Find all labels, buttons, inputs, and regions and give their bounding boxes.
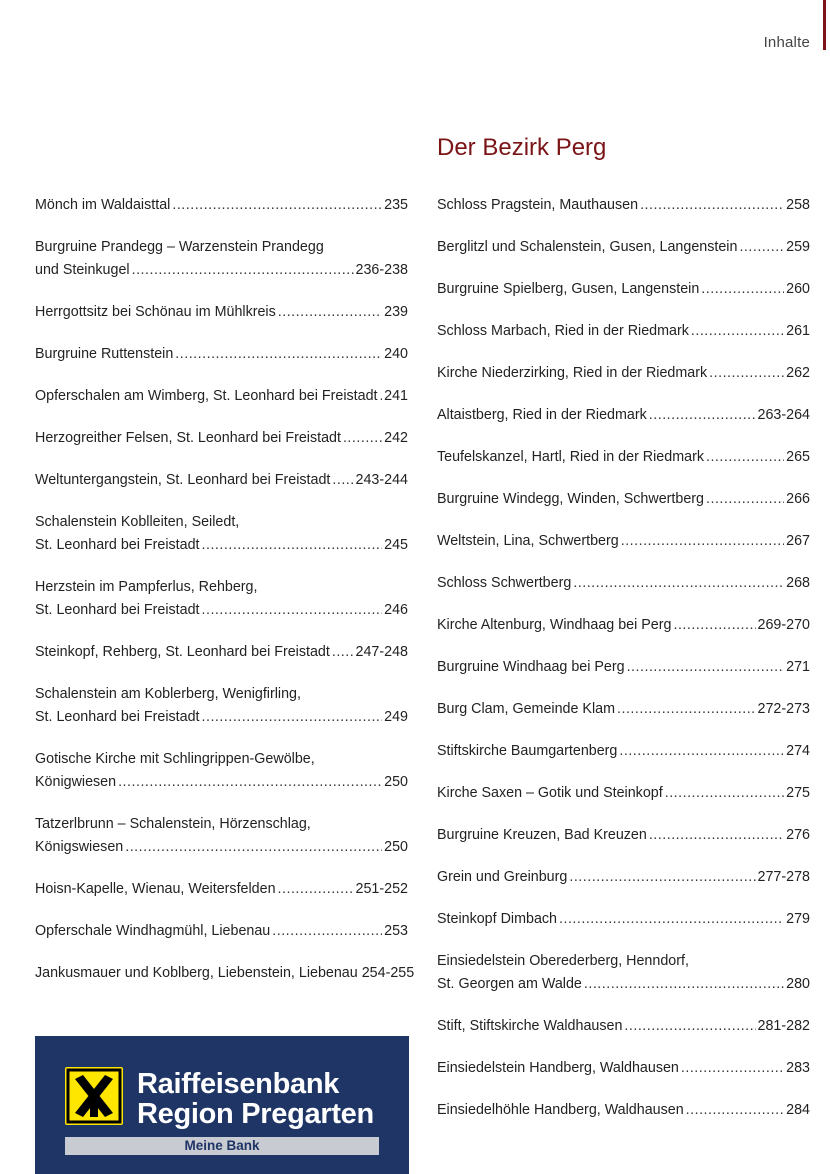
toc-right-column (437, 194, 810, 1141)
toc-entry (35, 576, 408, 622)
toc-page-number: 240 (384, 346, 408, 362)
toc-entry (437, 362, 810, 385)
toc-page-number: 235 (384, 197, 408, 213)
toc-entry-title: St. Leonhard bei Freistadt (35, 602, 200, 618)
toc-entry-title: Kirche Saxen – Gotik und Steinkopf (437, 785, 663, 801)
toc-entry (35, 385, 408, 408)
toc-leader-dots (686, 1099, 784, 1122)
toc-entry-title: Jankusmauer und Koblberg, Liebenstein, Liebenau (35, 965, 358, 981)
toc-entry-line (437, 236, 810, 259)
toc-page-number: 277-278 (757, 869, 810, 885)
toc-page-number: 263-264 (757, 407, 810, 423)
toc-page-number: 258 (786, 197, 810, 213)
toc-entry-title: Gotische Kirche mit Schlingrippen-Gewölbe, (35, 751, 315, 767)
toc-entry (437, 782, 810, 805)
toc-entry-line (35, 576, 408, 599)
toc-entry (35, 427, 408, 450)
toc-entry-title: Herzogreither Felsen, St. Leonhard bei Freistadt (35, 430, 341, 446)
toc-leader-dots (617, 698, 756, 721)
toc-entry (437, 446, 810, 469)
toc-entry-title: Schalenstein Koblleiten, Seiledt, (35, 514, 240, 530)
toc-leader-dots (278, 878, 354, 901)
toc-entry (35, 813, 408, 859)
toc-page-number: 279 (786, 911, 810, 927)
toc-leader-dots (202, 706, 383, 729)
toc-leader-dots (559, 908, 784, 931)
toc-entry-line (437, 194, 810, 217)
toc-page-number: 239 (384, 304, 408, 320)
toc-entry-title: Schloss Schwertberg (437, 575, 572, 591)
toc-entry-title: Berglitzl und Schalenstein, Gusen, Langenstein (437, 239, 738, 255)
toc-page-number: 241 (384, 388, 408, 404)
toc-entry-title: Kirche Niederzirking, Ried in der Riedmark (437, 365, 708, 381)
toc-entry-line (437, 1057, 810, 1080)
toc-entry (35, 641, 408, 664)
toc-entry-title: Grein und Greinburg (437, 869, 568, 885)
toc-entry-line (437, 908, 810, 931)
toc-leader-dots (649, 404, 756, 427)
toc-entry-title: Burgruine Spielberg, Gusen, Langenstein (437, 281, 700, 297)
toc-entry-line (437, 446, 810, 469)
toc-leader-dots (706, 446, 784, 469)
toc-leader-dots (709, 362, 784, 385)
toc-entry-title: Opferschale Windhagmühl, Liebenau (35, 923, 271, 939)
toc-page-number: 249 (384, 709, 408, 725)
toc-entry-title: Burgruine Windegg, Winden, Schwertberg (437, 491, 705, 507)
toc-leader-dots (380, 385, 383, 408)
toc-page-number: 262 (786, 365, 810, 381)
toc-entry-line (437, 362, 810, 385)
toc-entry-title: Schloss Marbach, Ried in der Riedmark (437, 323, 689, 339)
toc-leader-dots (673, 614, 755, 637)
toc-entry (437, 614, 810, 637)
header-accent-bar (823, 0, 826, 50)
toc-leader-dots (175, 343, 382, 366)
toc-entry (35, 920, 408, 943)
toc-entry-line (35, 771, 408, 794)
toc-entry-title: Stiftskirche Baumgartenberg (437, 743, 618, 759)
toc-entry (437, 1099, 810, 1122)
toc-page-number: 280 (786, 976, 810, 992)
toc-entry-line (35, 706, 408, 729)
toc-leader-dots (569, 866, 755, 889)
toc-entry-line (437, 740, 810, 763)
toc-entry-line (35, 301, 408, 324)
toc-leader-dots (343, 427, 382, 450)
toc-leader-dots (202, 534, 383, 557)
toc-entry-line (35, 343, 408, 366)
toc-leader-dots (332, 641, 354, 664)
bank-name-line1: Raiffeisenbank (137, 1068, 340, 1100)
toc-entry-title: Einsiedelstein Handberg, Waldhausen (437, 1060, 679, 1076)
bank-name (137, 1069, 374, 1129)
toc-page-number: 260 (786, 281, 810, 297)
toc-entry-line (35, 385, 408, 408)
toc-page-number: 283 (786, 1060, 810, 1076)
toc-leader-dots (278, 301, 382, 324)
toc-entry (35, 748, 408, 794)
district-title: Der Bezirk Perg (437, 134, 607, 162)
toc-entry-line (437, 866, 810, 889)
bank-name-line2: Region Pregarten (137, 1098, 374, 1130)
toc-leader-dots (132, 259, 354, 282)
toc-entry-title: Burgruine Prandegg – Warzenstein Prandegg (35, 239, 324, 255)
toc-entry-line (437, 488, 810, 511)
toc-entry-title: Opferschalen am Wimberg, St. Leonhard bei Freistadt (35, 388, 378, 404)
toc-entry-line (35, 836, 408, 859)
toc-entry-line (437, 278, 810, 301)
toc-page-number: 272-273 (757, 701, 810, 717)
toc-entry (35, 236, 408, 282)
toc-page-number: 245 (384, 537, 408, 553)
toc-entry-line (35, 236, 408, 259)
toc-entry-line (35, 748, 408, 771)
toc-entry-title: St. Leonhard bei Freistadt (35, 709, 200, 725)
toc-page-number: 261 (786, 323, 810, 339)
toc-entry-line (35, 813, 408, 836)
toc-entry (35, 194, 408, 217)
toc-leader-dots (118, 771, 382, 794)
toc-leader-dots (332, 469, 353, 492)
toc-entry-line (437, 950, 810, 973)
toc-leader-dots (584, 973, 784, 996)
toc-page-number: 267 (786, 533, 810, 549)
toc-leader-dots (172, 194, 382, 217)
toc-entry-title: Hoisn-Kapelle, Wienau, Weitersfelden (35, 881, 276, 897)
toc-leader-dots (681, 1057, 784, 1080)
toc-entry-line (437, 824, 810, 847)
toc-entry (437, 236, 810, 259)
toc-entry-line (35, 511, 408, 534)
toc-entry-title: St. Leonhard bei Freistadt (35, 537, 200, 553)
toc-leader-dots (739, 236, 784, 259)
toc-page-number: 246 (384, 602, 408, 618)
toc-entry (437, 488, 810, 511)
toc-entry-title: Burgruine Windhaag bei Perg (437, 659, 625, 675)
toc-entry-title: Königwiesen (35, 774, 117, 790)
toc-page-number: 242 (384, 430, 408, 446)
toc-entry-line (35, 878, 408, 901)
toc-entry-title: Einsiedelhöhle Handberg, Waldhausen (437, 1102, 684, 1118)
toc-entry-title: Burgruine Kreuzen, Bad Kreuzen (437, 827, 647, 843)
toc-leader-dots (640, 194, 784, 217)
toc-entry-line (437, 572, 810, 595)
toc-entry-title: Königswiesen (35, 839, 124, 855)
toc-entry (35, 511, 408, 557)
toc-leader-dots (621, 530, 784, 553)
toc-entry-title: Tatzerlbrunn – Schalenstein, Hörzenschlag, (35, 816, 311, 832)
toc-entry (35, 962, 415, 985)
toc-leader-dots (649, 824, 784, 847)
toc-entry (437, 1015, 810, 1038)
toc-entry-line (437, 1015, 810, 1038)
toc-entry-line (35, 534, 408, 557)
toc-entry (437, 1057, 810, 1080)
toc-entry-title: Kirche Altenburg, Windhaag bei Perg (437, 617, 672, 633)
toc-entry-line (437, 973, 810, 996)
toc-entry-title: Steinkopf Dimbach (437, 911, 557, 927)
toc-page-number: 243-244 (355, 472, 408, 488)
toc-page-number: 271 (786, 659, 810, 675)
toc-entry-line (437, 1099, 810, 1122)
toc-entry-line (35, 599, 408, 622)
toc-entry (437, 572, 810, 595)
toc-page-number: 276 (786, 827, 810, 843)
toc-page-number: 247-248 (355, 644, 408, 660)
section-header-label: Inhalte (763, 34, 810, 51)
toc-leader-dots (272, 920, 382, 943)
toc-entry-title: Einsiedelstein Oberederberg, Henndorf, (437, 953, 689, 969)
toc-entry-title: Teufelskanzel, Hartl, Ried in der Riedmark (437, 449, 704, 465)
toc-entry (437, 950, 810, 996)
toc-entry-title: Steinkopf, Rehberg, St. Leonhard bei Freistadt (35, 644, 330, 660)
toc-leader-dots (202, 599, 383, 622)
toc-entry (437, 740, 810, 763)
toc-page-number: 251-252 (355, 881, 408, 897)
toc-entry-title: Herzstein im Pampferlus, Rehberg, (35, 579, 258, 595)
toc-entry-line (437, 656, 810, 679)
toc-leader-dots (691, 320, 784, 343)
toc-page-number: 265 (786, 449, 810, 465)
toc-entry-title: Weltuntergangstein, St. Leonhard bei Freistadt (35, 472, 331, 488)
toc-entry (437, 320, 810, 343)
toc-entry-line (437, 782, 810, 805)
toc-entry-title: Weltstein, Lina, Schwertberg (437, 533, 619, 549)
toc-leader-dots (624, 1015, 755, 1038)
toc-leader-dots (665, 782, 784, 805)
toc-entry-line (437, 698, 810, 721)
toc-entry-line (35, 641, 408, 664)
toc-entry-line (437, 530, 810, 553)
toc-entry-line (437, 320, 810, 343)
toc-page-number: 281-282 (757, 1018, 810, 1034)
toc-leader-dots (701, 278, 784, 301)
toc-entry (437, 656, 810, 679)
toc-page-number: 268 (786, 575, 810, 591)
toc-page-number: 275 (786, 785, 810, 801)
toc-entry-title: St. Georgen am Walde (437, 976, 582, 992)
toc-page-number: 284 (786, 1102, 810, 1118)
toc-entry-title: Schalenstein am Koblerberg, Wenigfirling, (35, 686, 301, 702)
toc-page-number: 250 (384, 839, 408, 855)
toc-entry-title: Stift, Stiftskirche Waldhausen (437, 1018, 623, 1034)
toc-left-column (35, 194, 415, 1004)
toc-entry (437, 824, 810, 847)
toc-entry-title: und Steinkugel (35, 262, 130, 278)
toc-entry (437, 866, 810, 889)
toc-entry (35, 878, 408, 901)
toc-entry-line (35, 427, 408, 450)
toc-entry (437, 194, 810, 217)
toc-page-number: 253 (384, 923, 408, 939)
toc-page-number: 259 (786, 239, 810, 255)
toc-entry (437, 698, 810, 721)
raiffeisen-logo-icon (65, 1067, 123, 1125)
toc-entry-line (437, 404, 810, 427)
toc-entry (437, 278, 810, 301)
toc-entry-title: Mönch im Waldaisttal (35, 197, 171, 213)
toc-entry-line (35, 194, 408, 217)
toc-leader-dots (706, 488, 784, 511)
toc-entry-line (35, 962, 415, 985)
toc-page-number: 236-238 (355, 262, 408, 278)
toc-entry-line (437, 614, 810, 637)
toc-page-number: 254-255 (361, 965, 415, 981)
toc-entry (35, 343, 408, 366)
toc-page-number: 250 (384, 774, 408, 790)
toc-entry (35, 683, 408, 729)
toc-page-number: 266 (786, 491, 810, 507)
toc-entry-title: Schloss Pragstein, Mauthausen (437, 197, 639, 213)
toc-leader-dots (125, 836, 382, 859)
toc-entry (35, 469, 408, 492)
toc-entry-title: Herrgottsitz bei Schönau im Mühlkreis (35, 304, 276, 320)
toc-leader-dots (627, 656, 785, 679)
toc-entry-title: Burgruine Ruttenstein (35, 346, 174, 362)
toc-entry (35, 301, 408, 324)
toc-entry-title: Altaistberg, Ried in der Riedmark (437, 407, 647, 423)
toc-entry-title: Burg Clam, Gemeinde Klam (437, 701, 615, 717)
toc-leader-dots (619, 740, 784, 763)
toc-page-number: 269-270 (757, 617, 810, 633)
toc-leader-dots (573, 572, 784, 595)
toc-entry-line (35, 469, 408, 492)
bank-slogan: Meine Bank (65, 1137, 379, 1155)
toc-entry (437, 530, 810, 553)
toc-page-number: 274 (786, 743, 810, 759)
toc-entry-line (35, 259, 408, 282)
toc-entry (437, 404, 810, 427)
toc-entry (437, 908, 810, 931)
toc-entry-line (35, 920, 408, 943)
raiffeisen-ad-banner (35, 1036, 409, 1174)
toc-entry-line (35, 683, 408, 706)
